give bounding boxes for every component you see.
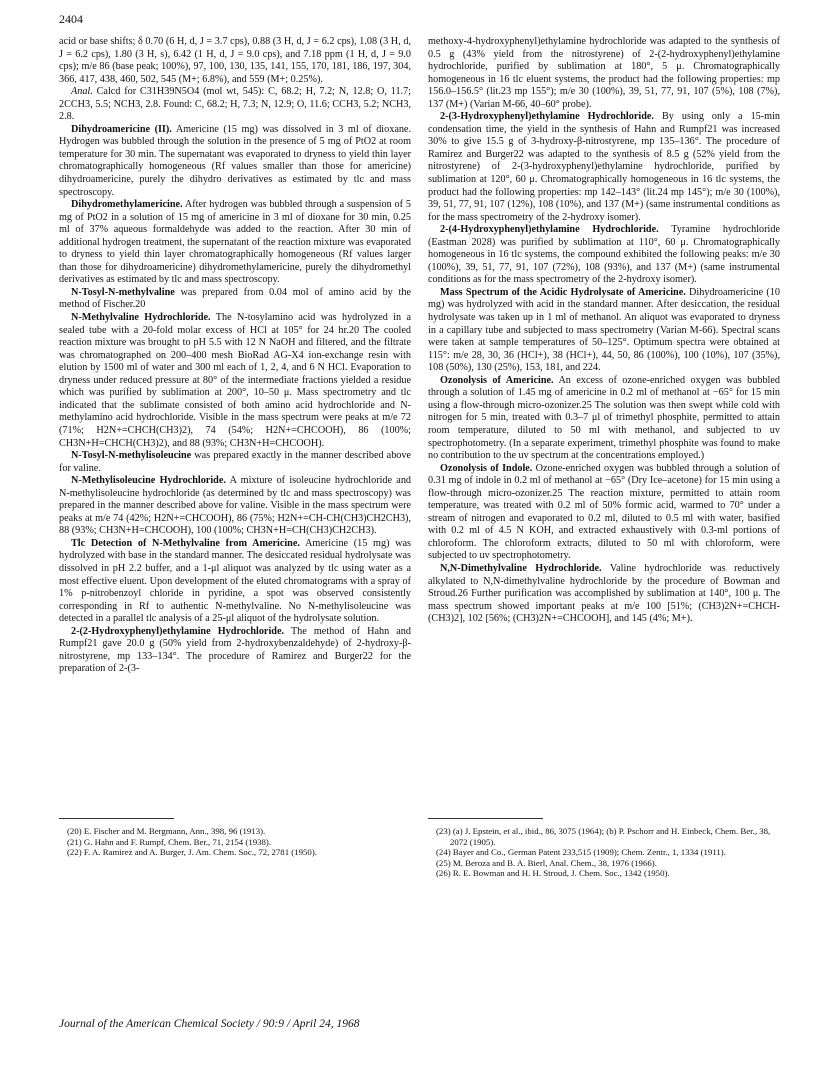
paragraph-text: Americine (15 mg) was hydrolyzed with base in the standard manner. The desiccated residual hydrolysate was dissolved in pH 2.2 buffer, and a 1-μl aliquot was analyzed by tlc using water as a most effective eluent. Upon development of the eluted chromatograms with a spray of 1% p-nitrobenzoyl chloride in pyridine, a spot was observed consistently corresponding in Rf to authentic N-methylvaline. No N-methylisoleucine was detected in a parallel tlc analysis of a 25-μl aliquot of the hydrolysate solution. (59, 537, 412, 625)
paragraph-text: acid or base shifts; δ 0.70 (6 H, d, J = 3.7 cps), 0.88 (3 H, d, J = 6.2 cps), 1.08 (3 H, d, J = 6.2 cps), 1.80 (3 H, s), 6.42 (1 H, d, J = 9.0 cps), and 7.18 ppm (1 H, d, J = 9.0 cps); m/e 86 (base peak; 100%), 97, 100, 130, 135, 141, 155, 170, 181, 186, 197, 304, 366, 417, 438, 460, 502, 545 (M+; 6.8%), and 559 (M+; 0.25%). (59, 36, 411, 85)
paragraph-heading: Ozonolysis of Americine. (440, 374, 554, 386)
footnote: (26) R. E. Bowman and H. H. Stroud, J. Chem. Soc., 1342 (1950). (436, 868, 670, 879)
paragraph-text: Valine hydrochloride was reductively alkylated to N,N-dimethylvaline hydrochloride by the procedure of Bowman and Stroud.26 Further purification was accomplished by sublimation at 140°, 100 μ. The mass spectrum showed important peaks at m/e 100 [51%; (CH3)2N+=CHCH-(CH3)2], 102 [56%; (CH3)2N+=CHCOOH], and 145 (4%; M+). (428, 562, 780, 625)
paragraph-text: The method of Hahn and Rumpf21 gave 20.0 g (50% yield from 2-hydroxybenzaldehyde) of 2-hydroxy-β-nitrostyrene, mp 133–134°. The procedure of Ramirez and Burger22 for the preparation of 2-(3- (59, 625, 411, 675)
paragraph-heading: Mass Spectrum of the Acidic Hydrolysate of Americine. (440, 286, 686, 298)
footnotes-left (59, 826, 411, 858)
paragraph-text: Dihydroamericine (10 mg) was hydrolyzed with acid in the standard manner. After desiccation, the residual hydrolysate was taken up in 1 ml of methanol. An aliquot was evaporated to dryness in a capillary tube and subjected to mass spectrometry (Varian M-66). Spectral scans were taken at sample temperatures of 50–125°. Optimum spectra were obtained at 115°: m/e 28, 30, 36 (HCl+), 38 (HCl+), 44, 50, 86 (100%), 100 (10%), 107 (35%), 108 (50%), 130 (25%), 153, 181, and 224. (428, 286, 780, 374)
paragraph (59, 287, 411, 312)
paragraph-heading: Ozonolysis of Indole. (440, 462, 533, 474)
paragraph-text: Ozone-enriched oxygen was bubbled through a solution of 0.31 mg of indole in 0.2 ml of methanol at −65° (Dry Ice–acetone) for 15 min using a flow-through micro-ozonizer.25 The reaction mixture, permitted to attain room temperature, was treated with 0.2 ml of 50% formic acid, warmed to 70° under a stream of nitrogen and evaporated to 0.2 ml, diluted to 0.5 ml with water, basified with 0.2 ml of 4.5 N KOH, and extracted exhaustively with 0.3-ml portions of chloroform. The chloroform extracts, diluted to 50 ml with chloroform, were subjected to uv spectrophotometry. (428, 462, 780, 562)
paragraph-text: Americine (15 mg) was dissolved in 3 ml of dioxane. Hydrogen was bubbled through the solution in the presence of 5 mg of PtO2 at room temperature for 30 min. The supernatant was evaporated to dryness to yield thin layer chromatographically homogeneous (Rf values smaller than those for americine) dihydroamericine, purely the dihydro derivatives as estimated by tlc and mass spectroscopy. (59, 123, 412, 198)
footnote: (23) (a) J. Epstein, et al., ibid., 86, 3075 (1964); (b) P. Pschorr and H. Einbeck, Chem. Ber., 38, 2072 (1905). (436, 826, 771, 847)
right-column (428, 36, 780, 626)
paragraph-heading: Tlc Detection of N-Methylvaline from Americine. (71, 537, 300, 549)
paragraph-text: Tyramine hydrochloride (Eastman 2028) was purified by sublimation at 110°, 60 μ. Chromatographically homogeneous in 16 tlc systems, the compound exhibited the following peaks: m/e 30 (100%), 39, 51, 77, 91, 107 (72%), 108 (93%), and 137 (M+) (same instrumental conditions as for the mass spectrometry of the 2-hydroxy isomer). (428, 224, 780, 286)
paragraph-continuation (428, 36, 780, 111)
paragraph-heading: N,N-Dimethylvaline Hydrochloride. (440, 562, 602, 574)
paragraph (59, 538, 411, 626)
paragraph (428, 463, 780, 563)
paragraph-heading: N-Tosyl-N-methylisoleucine (71, 450, 192, 462)
paragraph-text: By using only a 15-min condensation time, the yield in the synthesis of Hahn and Rumpf21 was increased 30% to give 15.5 g of 3-hydroxy-β-nitrostyrene, mp 135–136°. The procedure of Ramirez and Burger22 was adapted to the synthesis of 8.5 g (52% yield from the nitrostyrene) of 2-(3-hydroxyphenyl)ethylamine hydrochloride, purified by sublimation at 120°, 60 μ. Chromatographically homogeneous in 16 tlc systems, the product had the following properties: mp 142–143° (lit.24 mp 145°); m/e 30 (100%), 39, 51, 77, 91, 107 (12%), 108 (10%), and 137 (M+) (same instrumental conditions as for the mass spectrometry of the 2-hydroxy isomer). (428, 111, 781, 223)
footnote-rule-right (428, 818, 543, 819)
paragraph-text: After hydrogen was bubbled through a suspension of 5 mg of PtO2 in a solution of 15 mg of americine in 3 ml of dioxane for 30 min, 0.25 ml of 37% aqueous formaldehyde was added to the reaction. After 30 min of additional hydrogen treatment, the supernatant of the reaction mixture was evaporated to dryness to yield thin layer chromatographically homogeneous (Rf values larger than those for dihydroamericine) dihydromethylamericine, purely the dihydromethyl derivatives as estimated by tlc and mass spectroscopy. (59, 199, 411, 286)
paragraph (59, 626, 411, 676)
footnote-rule-left (59, 818, 174, 819)
paragraph-heading: 2-(2-Hydroxyphenyl)ethylamine Hydrochloride. (71, 625, 285, 637)
paragraph (59, 450, 411, 475)
footnote: (22) F. A. Ramirez and A. Burger, J. Am. Chem. Soc., 72, 2781 (1950). (67, 847, 317, 858)
paragraph (428, 287, 780, 375)
paragraph-heading: Dihydromethylamericine. (71, 199, 183, 211)
paragraph-text: Calcd for C31H39N5O4 (mol wt, 545): C, 68.2; H, 7.2; N, 12.8; O, 11.7; 2CCH3, 5.5; NCH3, 2.8. Found: C, 68.2; H, 7.3; N, 12.9; O, 11.6; CCH3, 5.2; NCH3, 2.8. (59, 86, 412, 123)
footnote: (25) M. Beroza and B. A. Bierl, Anal. Chem., 38, 1976 (1966). (436, 857, 657, 868)
footnote: (21) G. Hahn and F. Rumpf, Chem. Ber., 71, 2154 (1938). (67, 836, 272, 847)
paragraph-continuation (59, 36, 411, 86)
journal-footer: Journal of the American Chemical Society / 90:9 / April 24, 1968 (59, 1018, 360, 1030)
paragraph-heading: 2-(3-Hydroxyphenyl)ethylamine Hydrochloride. (440, 111, 654, 123)
paragraph (59, 475, 411, 538)
paragraph-text: was prepared exactly in the manner described above for valine. (59, 450, 412, 474)
footnote: (24) Bayer and Co., German Patent 233,515 (1909); Chem. Zentr., 1, 1334 (1911). (436, 847, 726, 858)
paragraph-heading: Dihydroamericine (II). (71, 123, 172, 135)
paragraph (428, 224, 780, 287)
left-column (59, 36, 411, 676)
footnotes-right (428, 826, 780, 879)
paragraph-heading: N-Tosyl-N-methylvaline (71, 286, 175, 298)
paragraph-text: The N-tosylamino acid was hydrolyzed in a sealed tube with a 20-fold molar excess of HCl at 105° for 24 hr.20 The cooled reaction mixture was brought to pH 5.5 with 12 N NaOH and filtered, and the filtrate was chromatographed on 200–400 mesh BioRad AG-X4 ion-exchange resin with elution by 1500 ml of water and 300 ml each of 1, 2, 4, and 6 N HCl. Evaporation to dryness under reduced pressure at 80° of the intermediate fractions yielded a residue which was purified by sublimation at 200°, 10–50 μ. Mass spectrometry and tlc indicated that the sublimate consisted of both amino acid hydrochloride and N-methylamino acid hydrochloride. Visible in the mass spectrum were peaks at m/e 72 (71%; H2N+=CHCH(CH3)2), 74 (54%; H2N+=CHCOOH), 86 (100%; CH3N+H=CHCH(CH3)2), and 88 (93%; CH3N+H=CHCOOH). (59, 312, 411, 449)
paragraph (59, 86, 411, 124)
paragraph-text: methoxy-4-hydroxyphenyl)ethylamine hydrochloride was adapted to the synthesis of 0.5 g (43% yield from the nitrostyrene) of 2-(2-hydroxyphenyl)ethylamine hydrochloride, purified by sublimation at 180°, 5 μ. Chromatographically homogeneous in 16 tlc eluent systems, the product had the following properties: mp 156.0–156.5° (lit.23 mp 155°); m/e 30 (100%), 39, 51, 77, 91, 107 (5%), 108 (7%), 137 (M+) (Varian M-66, 40–60° probe). (428, 36, 780, 110)
page-number: 2404 (59, 12, 83, 26)
paragraph-heading: Anal. (71, 86, 93, 98)
paragraph-heading: N-Methylisoleucine Hydrochloride. (71, 475, 226, 487)
paragraph (428, 375, 780, 463)
footnote: (20) E. Fischer and M. Bergmann, Ann., 398, 96 (1913). (67, 826, 266, 836)
paragraph (59, 312, 411, 450)
paragraph-text: A mixture of isoleucine hydrochloride and N-methylisoleucine hydrochloride (as determined by tlc and mass spectroscopy) was prepared in the manner described above for valine. Visible in the mass spectrum were peaks at m/e 74 (42%; H2N+=CHCOOH), 86 (75%; H2N+=CH-CH(CH3)CH2CH3), 88 (93%; CH3N+H=CHCOOH), 100 (100%; CH3N+H=CH(CH3)CH2CH3). (59, 475, 412, 537)
paragraph (59, 199, 411, 287)
paragraph-text: was prepared from 0.04 mol of amino acid by the method of Fischer.20 (59, 286, 411, 311)
paragraph-text: An excess of ozone-enriched oxygen was bubbled through a solution of 1.45 mg of americine in 0.2 ml of methanol at −65° for 15 min using a flow-through micro-ozonizer.25 The solution was then swept while cold with nitrogen for 5 min, treated with 0.3–7 μl of trimethyl phosphite, permitted to attain room temperature, diluted to 50 ml with methanol, and subjected to uv spectrophotometry. (In a separate experiment, trimethyl phosphite was found to make no contribution to the uv spectrum at the concentrations employed.) (428, 374, 781, 462)
paragraph-heading: 2-(4-Hydroxyphenyl)ethylamine Hydrochloride. (440, 224, 659, 236)
paragraph (428, 111, 780, 224)
paragraph (428, 563, 780, 626)
paragraph (59, 124, 411, 199)
paragraph-heading: N-Methylvaline Hydrochloride. (71, 312, 211, 324)
